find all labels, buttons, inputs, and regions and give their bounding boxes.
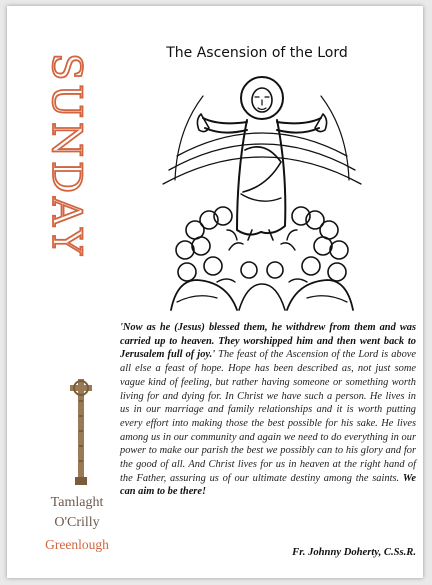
parish-name-line2: O'Crilly bbox=[54, 515, 100, 530]
scripture-quote: 'Now as he (Jesus) blessed them, he withdrew from them and was carried up to heaven. They worshipped him and then went back to Jerusalem full of joy.' bbox=[120, 322, 416, 361]
parish-name-line3: Greenlough bbox=[45, 537, 109, 552]
article-body bbox=[120, 321, 416, 499]
sunday-heading-text: SUNDAY bbox=[43, 53, 89, 259]
article-text: The feast of the Ascension of the Lord is above all else a feast of hope. Hope has been described as, not just some vague kind of feeling, but rather having someone or something worth living for and dying for. In Christ we have such a person. He lives in us in our marriage and family relationships and it is worth putting every effort into making those the best possible for his sake. He lives among us in our community and again we need to do everything in our power to make our parish the best we possibly can to his glory and for the good of all. And Christ lives for us in heaven at the right hand of the Father, assuring us of our ultimate destiny among the saints. bbox=[120, 349, 417, 484]
sunday-heading bbox=[43, 53, 89, 353]
bulletin-page bbox=[7, 6, 423, 578]
parish-name-line1: Tamlaght bbox=[50, 495, 104, 510]
ascension-illustration bbox=[157, 70, 367, 315]
page-title: The Ascension of the Lord bbox=[166, 45, 348, 61]
closing-line: We can aim to be there! bbox=[120, 472, 416, 498]
celtic-cross-icon bbox=[69, 371, 93, 486]
article-author: Fr. Johnny Doherty, C.Ss.R. bbox=[292, 547, 416, 558]
